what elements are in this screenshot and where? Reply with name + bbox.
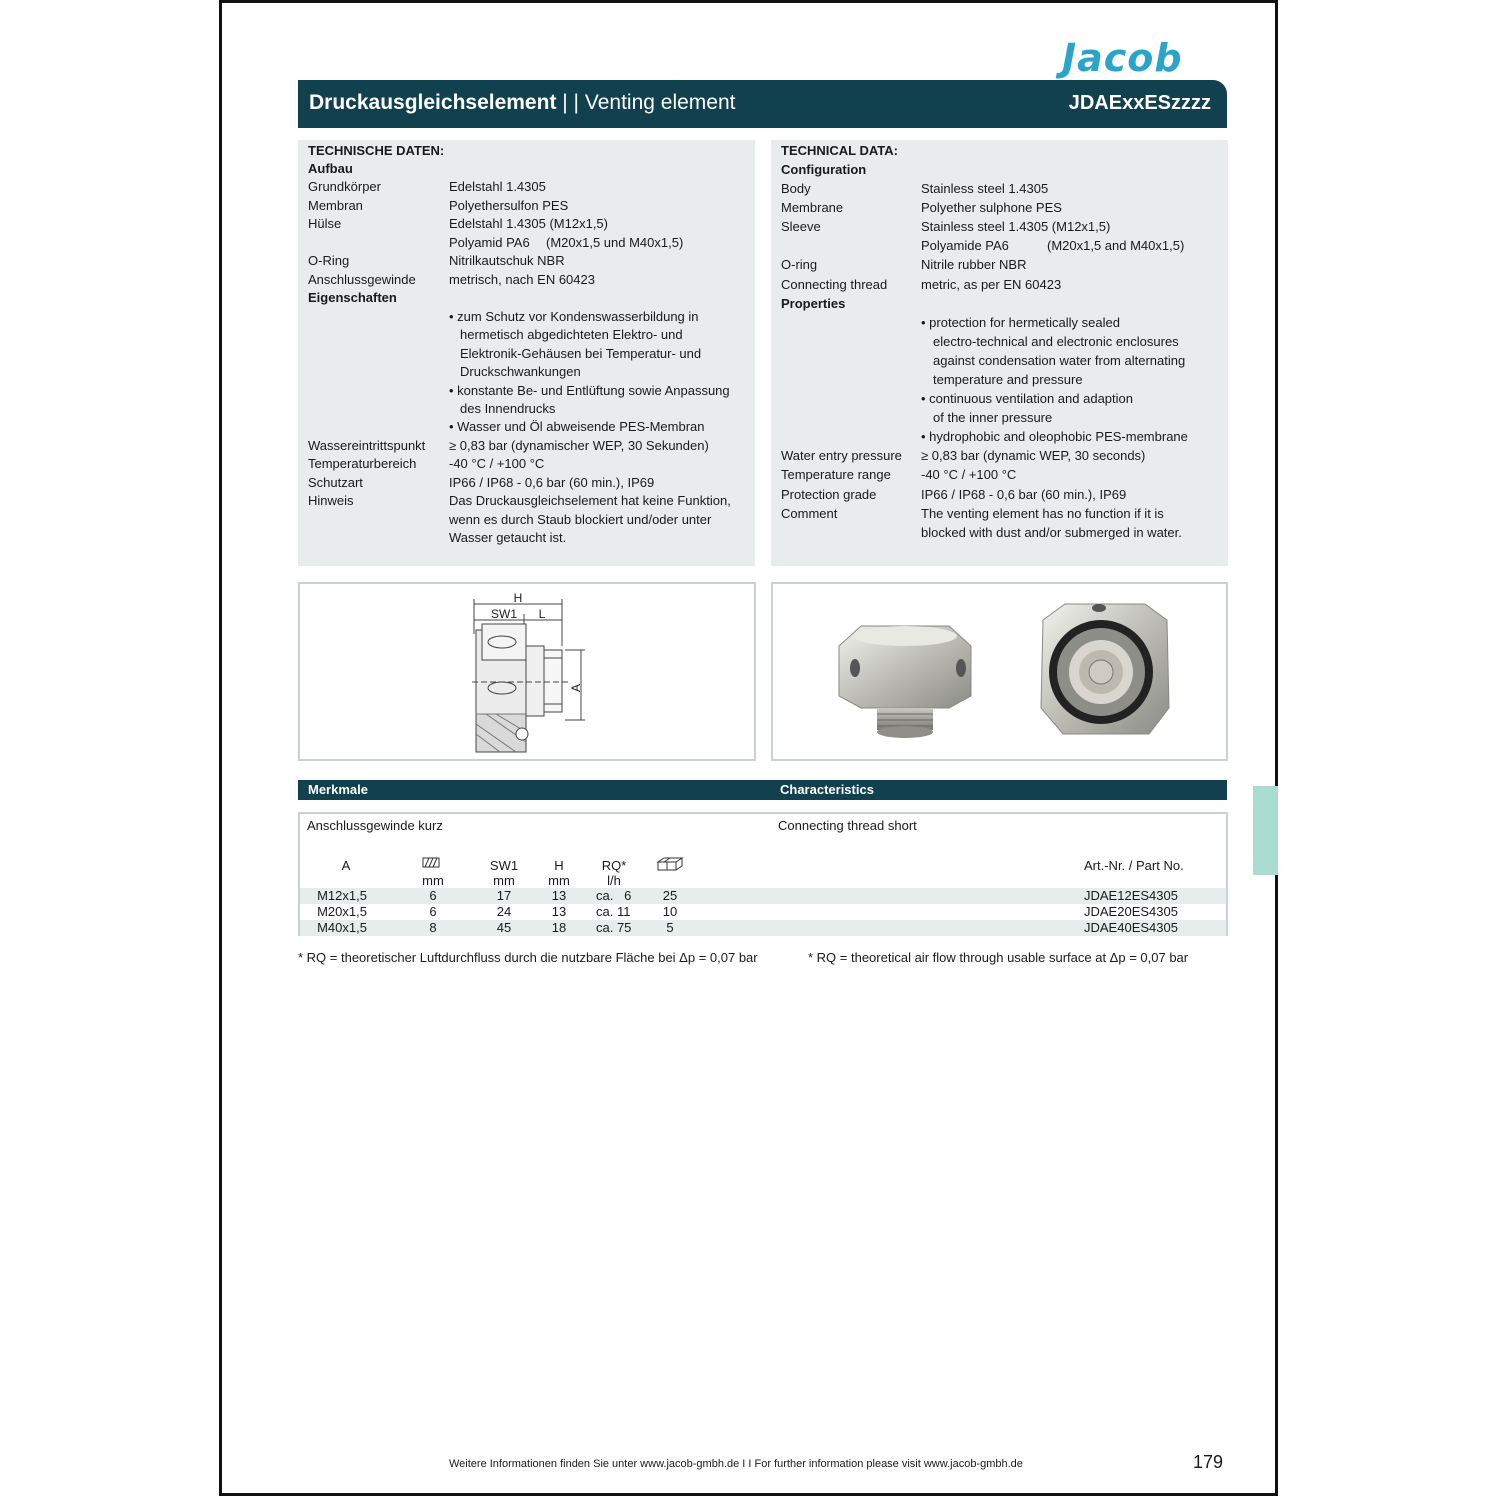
- cell-quantity: 25: [662, 888, 678, 903]
- property-line: of the inner pressure: [933, 410, 1053, 425]
- value: ≥ 0,83 bar (dynamischer WEP, 30 Sekunden): [449, 438, 709, 453]
- value: Nitrile rubber NBR: [921, 257, 1027, 272]
- col-h-unit: mm: [548, 873, 570, 888]
- property-line: hermetisch abgedichteten Elektro- und: [460, 327, 683, 342]
- value: -40 °C / +100 °C: [449, 456, 545, 471]
- label: Temperature range: [781, 467, 891, 482]
- cell-rq: ca. 75: [596, 920, 632, 935]
- characteristics-title-de: Merkmale: [308, 782, 368, 797]
- value: ≥ 0,83 bar (dynamic WEP, 30 seconds): [921, 448, 1146, 463]
- dim-a-label: A: [569, 683, 583, 693]
- technical-drawing-box: [298, 582, 756, 761]
- section-title: Aufbau: [308, 161, 353, 176]
- title-bar: [298, 80, 1227, 128]
- label: Temperaturbereich: [308, 456, 417, 471]
- cell-thread: M12x1,5: [317, 888, 367, 903]
- footnote-de: * RQ = theoretischer Luftdurchfluss durch die nutzbare Fläche bei Δp = 0,07 bar: [298, 950, 758, 965]
- label: Body: [781, 181, 811, 196]
- product-photo-box: [771, 582, 1228, 761]
- product-code: JDAExxESzzzz: [1068, 92, 1211, 114]
- heading: TECHNISCHE DATEN:: [308, 143, 445, 158]
- label: Schutzart: [308, 475, 363, 490]
- value: metric, as per EN 60423: [921, 277, 1062, 292]
- label: Anschlussgewinde: [308, 272, 416, 287]
- page-number: 179: [1193, 1452, 1224, 1472]
- label: Connecting thread: [781, 277, 888, 292]
- subtitle-de: Anschlussgewinde kurz: [307, 818, 443, 833]
- footnote-en: * RQ = theoretical air flow through usable surface at Δp = 0,07 bar: [808, 950, 1189, 965]
- value: IP66 / IP68 - 0,6 bar (60 min.), IP69: [921, 487, 1127, 502]
- table-row: [300, 920, 1226, 936]
- label: Water entry pressure: [781, 448, 902, 463]
- value: metrisch, nach EN 60423: [449, 272, 595, 287]
- note-line: The venting element has no function if it is: [921, 506, 1164, 521]
- value: Edelstahl 1.4305: [449, 179, 546, 194]
- value: Polyether sulphone PES: [921, 200, 1062, 215]
- cell-length: 6: [429, 888, 437, 903]
- col-h-header: H: [554, 858, 564, 873]
- col-sw1-header: SW1: [489, 858, 519, 873]
- cell-h: 13: [551, 888, 567, 903]
- property-line: • zum Schutz vor Kondenswasserbildung in: [449, 309, 699, 324]
- note-line: Das Druckausgleichselement hat keine Funktion,: [449, 493, 731, 508]
- value: Polyamid PA6: [449, 235, 530, 250]
- characteristics-table: [298, 812, 1228, 936]
- table-row: [300, 888, 1226, 904]
- characteristics-bar: [298, 780, 1227, 800]
- note-line: Wasser getaucht ist.: [449, 530, 567, 545]
- cell-quantity: 10: [662, 904, 678, 919]
- dim-h-label: H: [513, 591, 523, 605]
- table-row: [300, 904, 1226, 920]
- col-part-header: Art.-Nr. / Part No.: [1084, 858, 1184, 873]
- cell-thread: M20x1,5: [317, 904, 367, 919]
- subtitle-en: Connecting thread short: [778, 818, 917, 833]
- label: Sleeve: [781, 219, 821, 234]
- page-title: Druckausgleichselement | | Venting element: [309, 91, 736, 114]
- value: -40 °C / +100 °C: [921, 467, 1017, 482]
- product-photo: [773, 584, 1226, 759]
- characteristics-title-en: Characteristics: [780, 782, 874, 797]
- label: O-ring: [781, 257, 818, 272]
- property-line: temperature and pressure: [933, 372, 1083, 387]
- note-line: wenn es durch Staub blockiert und/oder unter: [449, 512, 712, 527]
- cell-length: 8: [429, 920, 437, 935]
- package-quantity-icon: [656, 856, 684, 872]
- value: Edelstahl 1.4305 (M12x1,5): [449, 216, 608, 231]
- value: Stainless steel 1.4305: [921, 181, 1049, 196]
- cell-rq: ca. 6: [596, 888, 632, 903]
- property-line: Druckschwankungen: [460, 364, 581, 379]
- property-line: against condensation water from alternating: [933, 353, 1186, 368]
- property-line: • konstante Be- und Entlüftung sowie Anpassung: [449, 383, 730, 398]
- property-line: • continuous ventilation and adaption: [921, 391, 1133, 406]
- section-title: Properties: [781, 296, 846, 311]
- label: Protection grade: [781, 487, 877, 502]
- jacob-logo: Jacob: [1062, 36, 1183, 80]
- col-l-unit: mm: [422, 873, 444, 888]
- cell-part-number: JDAE40ES4305: [1084, 920, 1178, 935]
- value: IP66 / IP68 - 0,6 bar (60 min.), IP69: [449, 475, 655, 490]
- value: Polyamide PA6: [921, 238, 1009, 253]
- property-line: • hydrophobic and oleophobic PES-membrane: [921, 429, 1188, 444]
- property-line: • protection for hermetically sealed: [921, 315, 1120, 330]
- label: Hülse: [308, 216, 342, 231]
- label: Membran: [308, 198, 363, 213]
- col-a-header: A: [341, 858, 351, 873]
- heading: TECHNICAL DATA:: [781, 143, 898, 158]
- cell-part-number: JDAE12ES4305: [1084, 888, 1178, 903]
- cell-sw1: 45: [496, 920, 512, 935]
- tech-data-en-panel: [771, 140, 1228, 566]
- value: Stainless steel 1.4305 (M12x1,5): [921, 219, 1111, 234]
- dim-sw1-label: SW1: [490, 607, 518, 621]
- section-title: Eigenschaften: [308, 290, 397, 305]
- cell-sw1: 17: [496, 888, 512, 903]
- value: (M20x1,5 and M40x1,5): [1047, 238, 1185, 253]
- label: Hinweis: [308, 493, 354, 508]
- col-rq-header: RQ*: [601, 858, 627, 873]
- col-sw1-unit: mm: [493, 873, 515, 888]
- cell-rq: ca. 11: [596, 904, 631, 919]
- value: (M20x1,5 und M40x1,5): [546, 235, 684, 250]
- section-title: Configuration: [781, 162, 867, 177]
- label: Grundkörper: [308, 179, 381, 194]
- label: Membrane: [781, 200, 844, 215]
- cell-quantity: 5: [666, 920, 674, 935]
- note-line: blocked with dust and/or submerged in water.: [921, 525, 1182, 540]
- label: Comment: [781, 506, 838, 521]
- value: Polyethersulfon PES: [449, 198, 569, 213]
- cell-h: 13: [551, 904, 567, 919]
- cell-length: 6: [429, 904, 437, 919]
- label: O-Ring: [308, 253, 350, 268]
- col-rq-unit: l/h: [607, 873, 621, 888]
- thread-length-icon: [422, 856, 442, 870]
- dim-l-label: L: [538, 607, 546, 621]
- chapter-tab: [1253, 786, 1278, 875]
- label: Wassereintrittspunkt: [308, 438, 426, 453]
- property-line: des Innendrucks: [460, 401, 556, 416]
- property-line: Elektronik-Gehäusen bei Temperatur- und: [460, 346, 702, 361]
- value: Nitrilkautschuk NBR: [449, 253, 565, 268]
- cell-thread: M40x1,5: [317, 920, 367, 935]
- footer-info: Weitere Informationen finden Sie unter www.jacob-gmbh.de I I For further information please visit www.jacob-gmbh.de: [449, 1458, 1023, 1470]
- property-line: electro-technical and electronic enclosures: [933, 334, 1179, 349]
- cell-h: 18: [551, 920, 567, 935]
- cell-sw1: 24: [496, 904, 512, 919]
- tech-data-de-panel: [298, 140, 755, 566]
- cell-part-number: JDAE20ES4305: [1084, 904, 1178, 919]
- property-line: • Wasser und Öl abweisende PES-Membran: [449, 419, 705, 434]
- technical-drawing: [300, 584, 754, 759]
